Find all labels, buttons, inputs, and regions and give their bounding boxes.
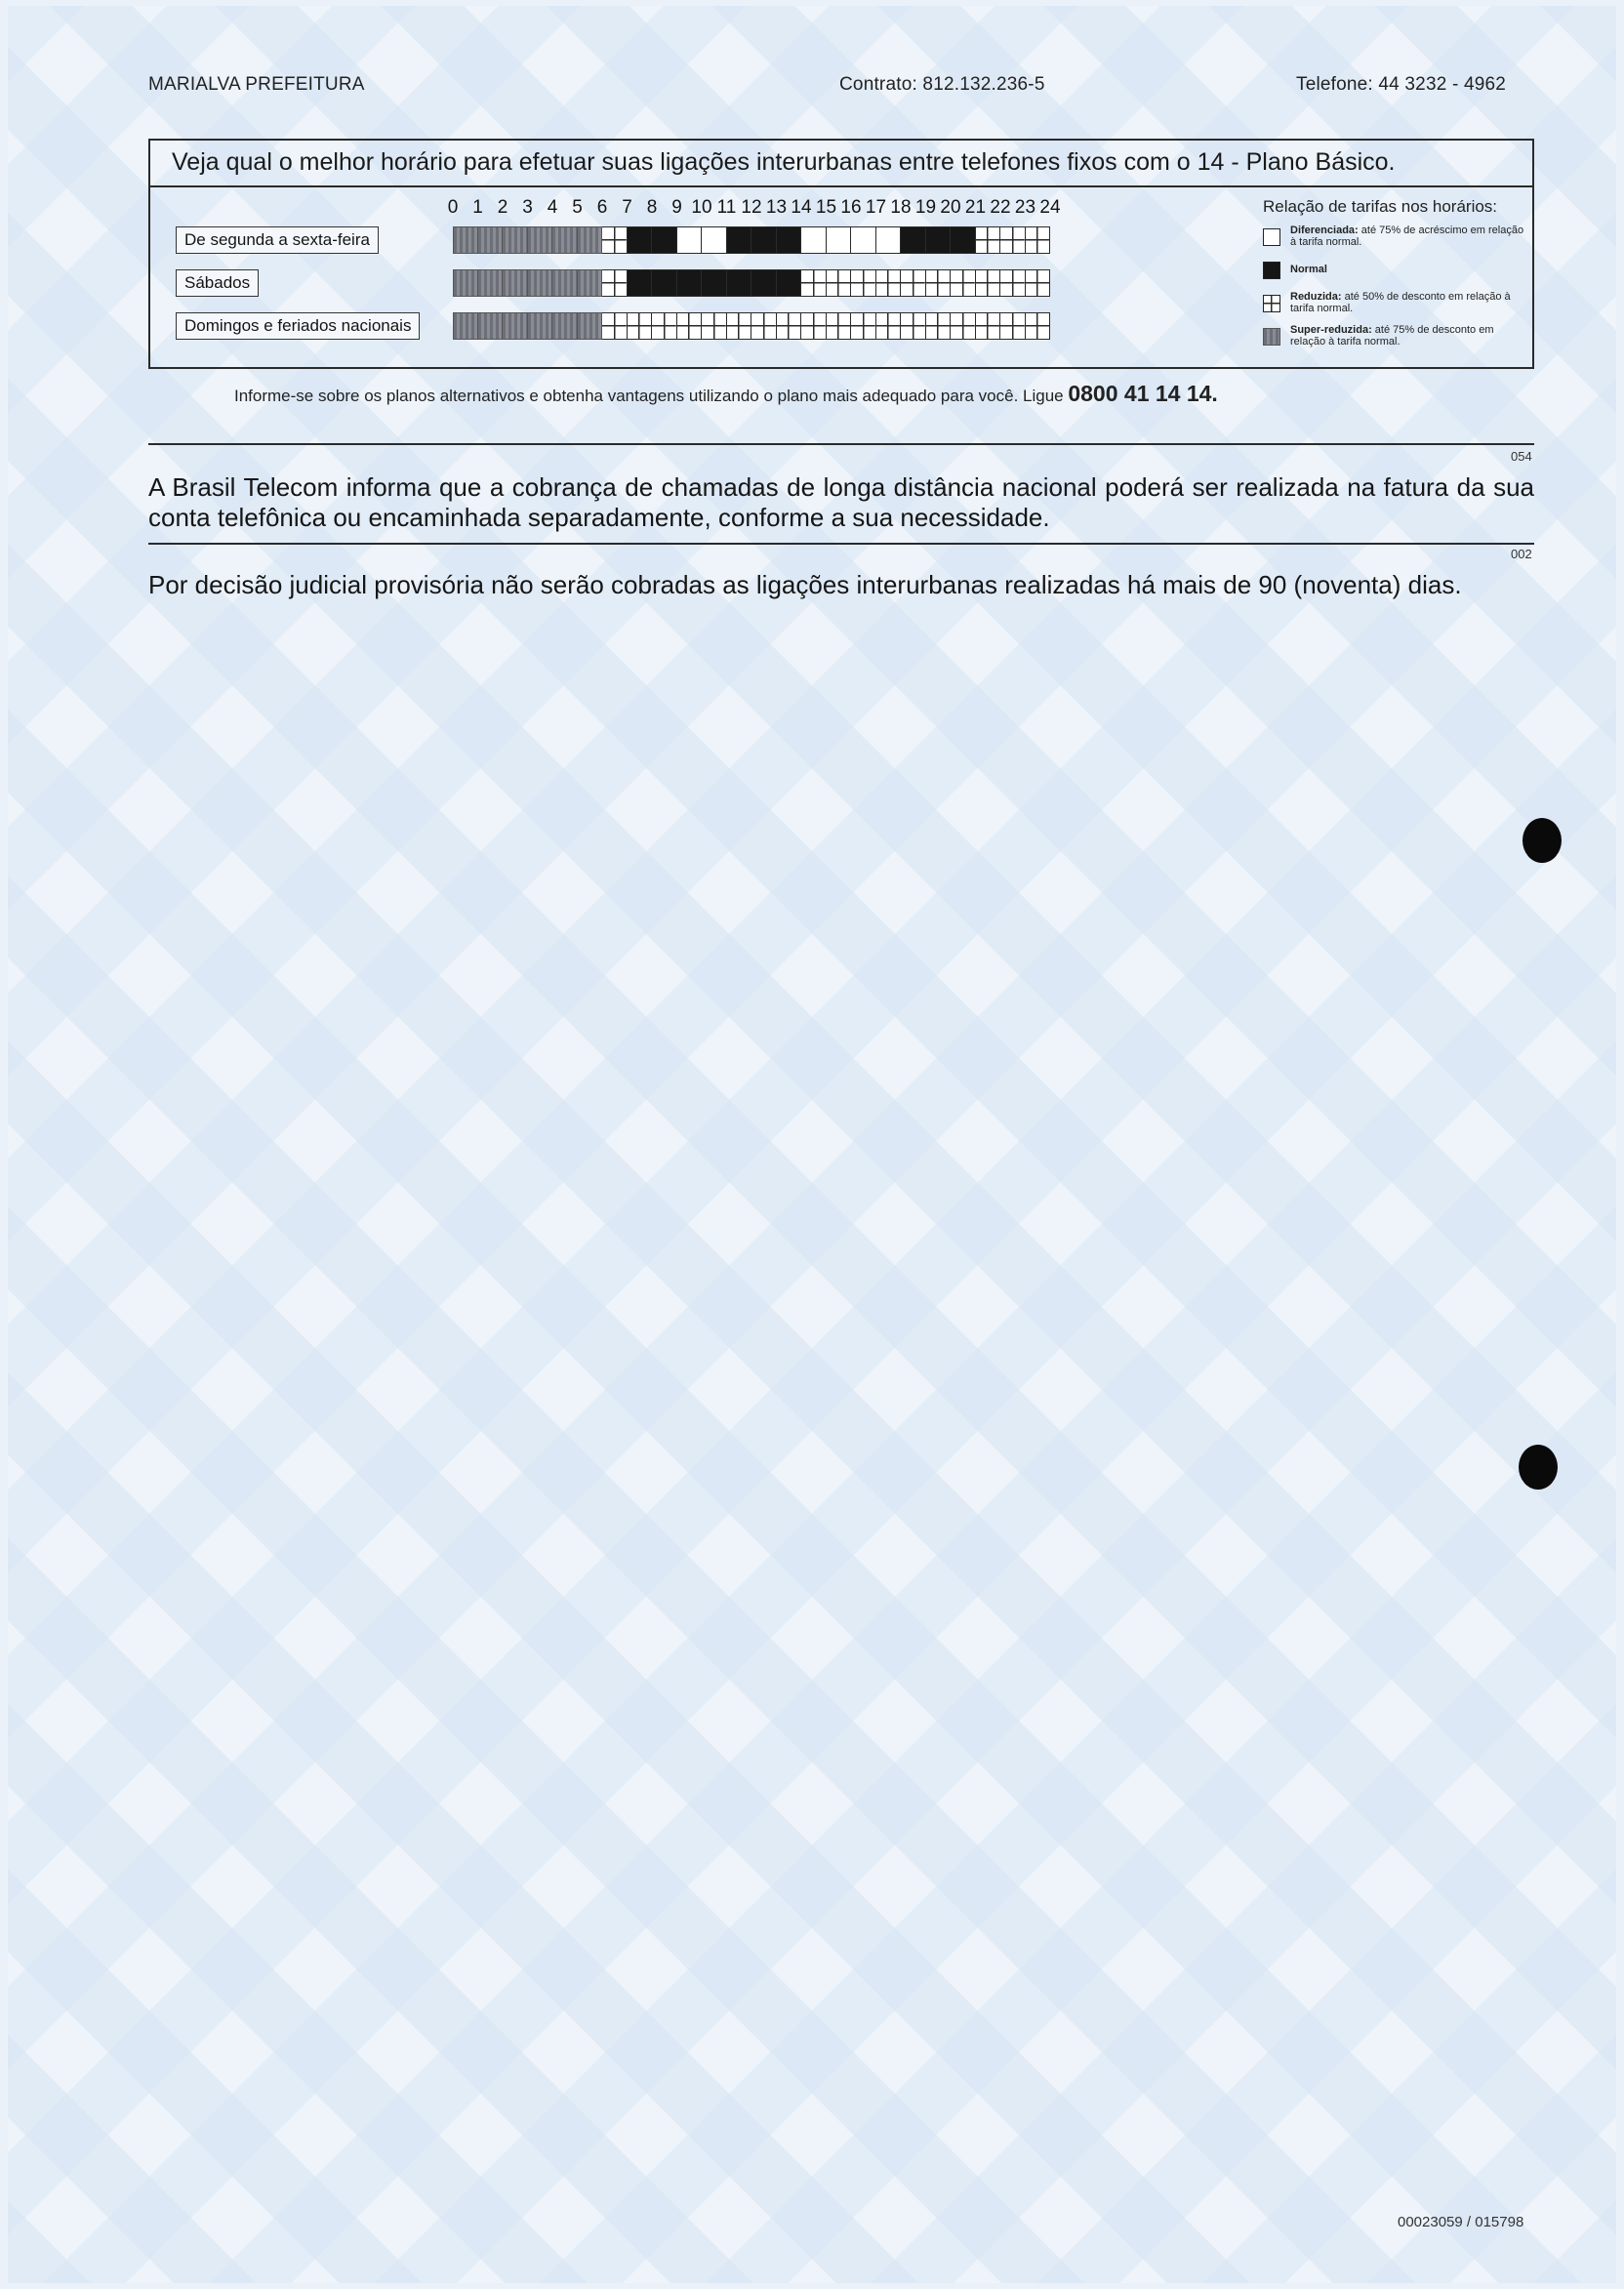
- notice-code: 054: [1511, 449, 1532, 464]
- hour-label: 24: [1039, 197, 1061, 218]
- info-text: Informe-se sobre os planos alternativos e obtenha vantagens utilizando o plano mais adequado para você. Ligue: [234, 387, 1069, 405]
- tariff-cell: [1026, 226, 1051, 254]
- hour-label: 16: [840, 197, 862, 218]
- customer-name: MARIALVA PREFEITURA: [148, 74, 365, 95]
- tariff-cell: [628, 226, 653, 254]
- hour-label: 6: [596, 197, 608, 218]
- hour-label: 2: [497, 197, 508, 218]
- legend-desc: até 50% de desconto em relação à tarifa normal.: [1290, 291, 1511, 314]
- hour-label: 15: [815, 197, 837, 218]
- tariff-cell: [926, 226, 952, 254]
- tariff-cell: [727, 226, 752, 254]
- tariff-cell: [652, 226, 677, 254]
- legend-swatch-normal: [1263, 262, 1280, 279]
- tariff-cell: [751, 269, 777, 297]
- tariff-cell: [801, 269, 827, 297]
- tariff-cell: [851, 226, 876, 254]
- tariff-cell: [801, 226, 827, 254]
- hour-label: 0: [447, 197, 459, 218]
- tariff-cell: [876, 269, 902, 297]
- tariff-cell: [1000, 312, 1026, 340]
- tariff-cell: [951, 312, 976, 340]
- divider: [150, 185, 1532, 187]
- hour-label: 17: [865, 197, 887, 218]
- legend-desc: até 75% de desconto em relação à tarifa normal.: [1290, 324, 1494, 347]
- legend-name: Reduzida:: [1290, 291, 1342, 303]
- tariff-cell: [528, 312, 553, 340]
- tariff-cell: [453, 226, 478, 254]
- tariff-cell: [552, 269, 578, 297]
- hour-label: 5: [572, 197, 583, 218]
- tariff-cell: [727, 269, 752, 297]
- hour-label: 7: [622, 197, 632, 218]
- tariff-cell: [926, 269, 952, 297]
- notice-long-distance-billing: A Brasil Telecom informa que a cobrança de chamadas de longa distância nacional poderá ser realizada na fatura da sua conta telefônica ou encaminhada separadamente, conforme a sua necessidade.: [148, 472, 1534, 532]
- punch-hole-dot: [1522, 818, 1562, 863]
- hour-label: 19: [914, 197, 937, 218]
- tariff-cell: [503, 269, 528, 297]
- tariff-cell: [1026, 312, 1051, 340]
- punch-hole-dot: [1519, 1445, 1558, 1490]
- hour-label: 14: [791, 197, 812, 218]
- legend-swatch-reduzida: [1263, 295, 1280, 312]
- contract-number: Contrato: 812.132.236-5: [839, 74, 1045, 95]
- tariff-cell: [677, 312, 703, 340]
- legend-item-diferenciada: [1263, 223, 1526, 256]
- tariff-cell: [478, 226, 504, 254]
- tariff-cell: [602, 312, 628, 340]
- tariff-cell: [851, 269, 876, 297]
- hour-label: 10: [691, 197, 712, 218]
- hour-label: 1: [472, 197, 483, 218]
- divider: [148, 443, 1534, 445]
- tariff-cell: [1000, 269, 1026, 297]
- legend-name: Super-reduzida:: [1290, 324, 1372, 336]
- support-phone-number: 0800 41 14 14.: [1068, 381, 1218, 406]
- tariff-cell: [827, 312, 852, 340]
- alternative-plans-info: [234, 381, 1218, 407]
- tariff-cell: [702, 312, 727, 340]
- legend-title: Relação de tarifas nos horários:: [1263, 197, 1498, 216]
- row-label-sundays-holidays: Domingos e feriados nacionais: [176, 312, 420, 340]
- tariff-cell: [602, 226, 628, 254]
- tariff-cell: [727, 312, 752, 340]
- legend-swatch-super-reduzida: [1263, 328, 1280, 346]
- hour-label: 13: [765, 197, 788, 218]
- tariff-grid-sundays-holidays: [453, 312, 1050, 340]
- phone-number: Telefone: 44 3232 - 4962: [1296, 74, 1507, 95]
- tariff-schedule-title: Veja qual o melhor horário para efetuar suas ligações interurbanas entre telefones fixos com o 14 - Plano Básico.: [172, 148, 1396, 176]
- hour-label: 18: [890, 197, 912, 218]
- hour-label: 3: [522, 197, 533, 218]
- tariff-cell: [652, 269, 677, 297]
- tariff-cell: [702, 269, 727, 297]
- legend-name: Normal: [1290, 264, 1327, 275]
- tariff-cell: [478, 312, 504, 340]
- tariff-schedule-box: [148, 139, 1534, 369]
- tariff-cell: [851, 312, 876, 340]
- tariff-cell: [552, 226, 578, 254]
- tariff-cell: [1000, 226, 1026, 254]
- hour-label: 23: [1014, 197, 1036, 218]
- hour-label: 8: [646, 197, 658, 218]
- tariff-cell: [1026, 269, 1051, 297]
- tariff-cell: [827, 269, 852, 297]
- tariff-cell: [578, 226, 603, 254]
- tariff-cell: [827, 226, 852, 254]
- tariff-cell: [677, 269, 703, 297]
- tariff-cell: [652, 312, 677, 340]
- tariff-cell: [453, 269, 478, 297]
- tariff-cell: [578, 269, 603, 297]
- tariff-cell: [677, 226, 703, 254]
- tariff-cell: [528, 269, 553, 297]
- tariff-cell: [951, 269, 976, 297]
- tariff-cell: [901, 312, 926, 340]
- tariff-cell: [702, 226, 727, 254]
- hour-label: 11: [716, 197, 737, 218]
- tariff-cell: [578, 312, 603, 340]
- tariff-legend: [1263, 197, 1526, 355]
- tariff-cell: [976, 269, 1001, 297]
- tariff-cell: [876, 312, 902, 340]
- tariff-cell: [552, 312, 578, 340]
- row-label-weekdays: De segunda a sexta-feira: [176, 226, 379, 254]
- document-code: 00023059 / 015798: [1398, 2214, 1524, 2230]
- legend-name: Diferenciada:: [1290, 225, 1359, 236]
- hour-label: 9: [671, 197, 682, 218]
- tariff-cell: [478, 269, 504, 297]
- tariff-cell: [926, 312, 952, 340]
- tariff-cell: [777, 269, 802, 297]
- hour-label: 4: [547, 197, 558, 218]
- legend-item-normal: [1263, 256, 1526, 289]
- hour-label: 20: [940, 197, 961, 218]
- tariff-cell: [901, 226, 926, 254]
- tariff-cell: [951, 226, 976, 254]
- tariff-cell: [976, 312, 1001, 340]
- tariff-cell: [528, 226, 553, 254]
- tariff-cell: [976, 226, 1001, 254]
- legend-swatch-diferenciada: [1263, 228, 1280, 246]
- tariff-cell: [751, 312, 777, 340]
- row-label-saturdays: Sábados: [176, 269, 259, 297]
- legend-desc: até 75% de acréscimo em relação à tarifa normal.: [1290, 225, 1524, 248]
- tariff-cell: [777, 312, 802, 340]
- tariff-cell: [801, 312, 827, 340]
- divider: [148, 543, 1534, 545]
- tariff-cell: [628, 312, 653, 340]
- tariff-cell: [751, 226, 777, 254]
- tariff-cell: [503, 312, 528, 340]
- hour-label: 22: [990, 197, 1011, 218]
- notice-judicial-decision: Por decisão judicial provisória não serão cobradas as ligações interurbanas realizadas há mais de 90 (noventa) dias.: [148, 570, 1462, 599]
- hour-label: 12: [741, 197, 762, 218]
- legend-item-super-reduzida: [1263, 322, 1526, 355]
- legend-item-reduzida: [1263, 289, 1526, 322]
- tariff-cell: [628, 269, 653, 297]
- tariff-cell: [503, 226, 528, 254]
- tariff-grid-saturdays: [453, 269, 1050, 297]
- tariff-cell: [453, 312, 478, 340]
- notice-code: 002: [1511, 547, 1532, 561]
- hour-label: 21: [964, 197, 987, 218]
- tariff-cell: [876, 226, 902, 254]
- tariff-grid-weekdays: [453, 226, 1050, 254]
- tariff-cell: [901, 269, 926, 297]
- tariff-cell: [777, 226, 802, 254]
- tariff-cell: [602, 269, 628, 297]
